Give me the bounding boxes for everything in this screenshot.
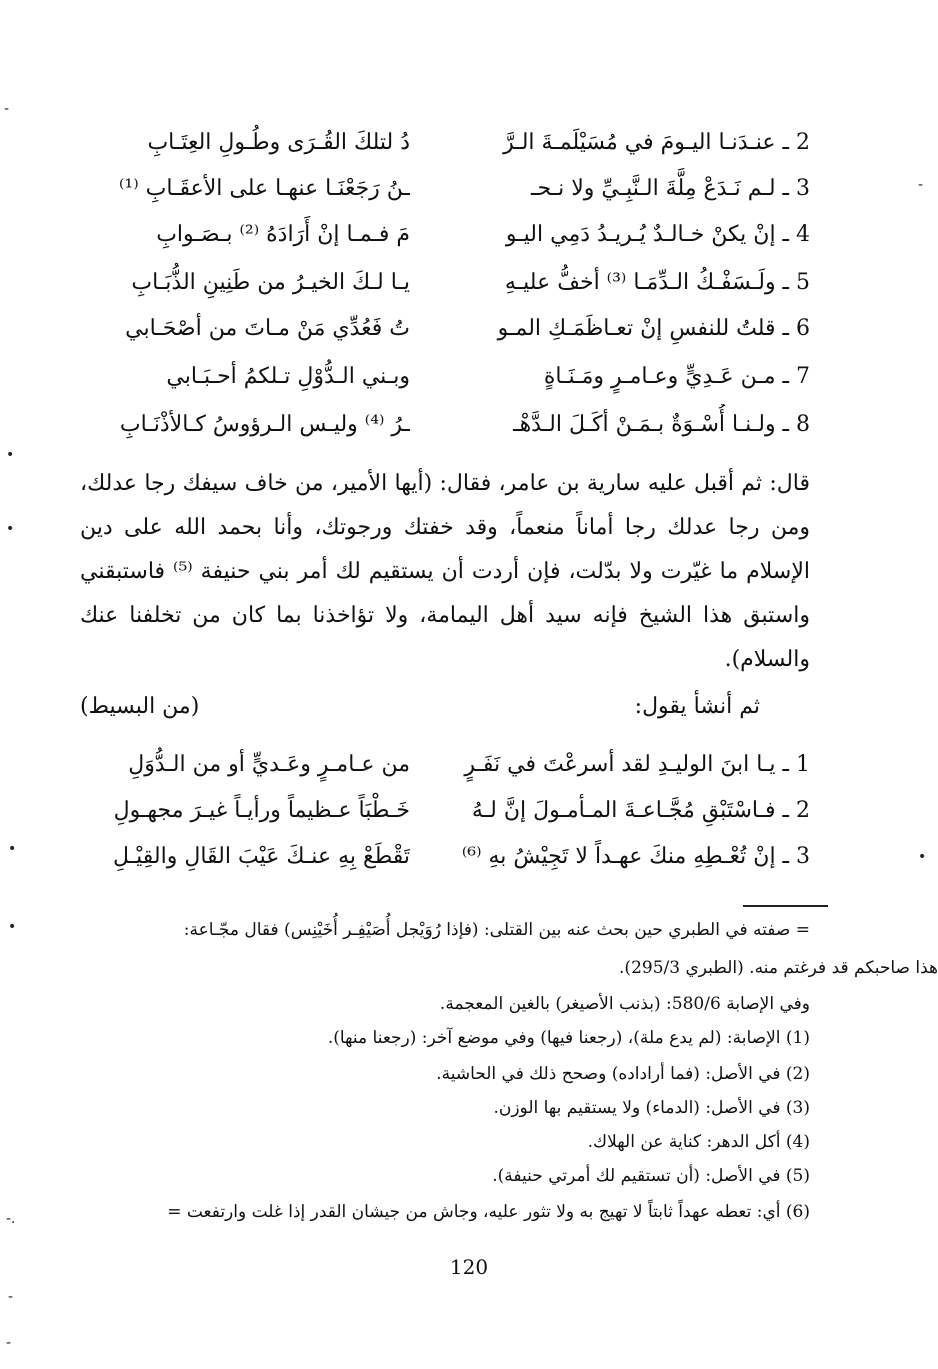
margin-mark: - (6, 1335, 12, 1351)
footnote: (1) الإصابة: (لم يدع ملة)، (رجعنا فيها) وفي موضع آخر: (رجعنا منها). (327, 1028, 810, 1048)
margin-mark: - (4, 101, 10, 117)
verse-hemistich-left: يـا لـكَ الخيـرُ من طَنِينِ الذُّبَـابِ (131, 270, 410, 295)
margin-mark: • (8, 919, 17, 935)
verse-hemistich-right: 7 ـ مـن عَـدِيٍّ وعـامـرٍ ومَـنَـاةٍ (543, 364, 810, 389)
verse-hemistich-right: 4 ـ إنْ يكنْ خـالـدٌ يُـريـدُ دَمِي اليـو (505, 222, 810, 247)
verse-row (80, 308, 810, 350)
prose-text: قال: ثم أقبل عليه سارية بن عامر، فقال: (أيها الأمير، من خاف سيفك رجا عدلك، ومن رجا عدلك رجا أماناً منعماً، وقد خفتك ورجوتك، وأنا بحمد الله على دين الإسلام ما غيّرت ولا بدّلت، فإن أردت أن يستقيم لك أمر بني حنيفة ⁽⁵⁾ فاستبقني واستبق هذا الشيخ فإنه سيد أهل اليمامة، ولا تؤاخذنا بما كان من تخلفنا عنك والسلام). (80, 471, 810, 672)
footnote: (3) في الأصل: (الدماء) ولا يستقيم بها الوزن. (493, 1098, 810, 1118)
footnote-separator (743, 905, 828, 907)
verse-hemistich-left: من عـامـرٍ وعَـديٍّ أو من الـدُّوَلِ (128, 752, 410, 777)
verse-hemistich-right: 5 ـ ولَـسَفْـكُ الـدِّمَـا ⁽³⁾ أخفُّ عليـهِ (504, 270, 810, 295)
verse-row (80, 744, 810, 786)
margin-mark: • (8, 841, 17, 857)
footnote: هذا صاحبكم قد فرغتم منه. (الطبري 295/3). (619, 958, 938, 978)
verse-hemistich-right: 1 ـ يـا ابنَ الوليـدِ لقد أسرعْتَ في نَفَـرٍ (464, 752, 810, 777)
verse-row (80, 404, 810, 446)
verse-hemistich-right: 6 ـ قلتُ للنفسِ إنْ تعـاظَمَـكِ المـو (497, 316, 810, 341)
footnote: (4) أكل الدهر: كناية عن الهلاك. (587, 1132, 810, 1152)
verse-hemistich-right: 2 ـ فـاسْتَبْقِ مُجَّـاعـةَ المـأمـولَ إنَّ لـهُ (471, 798, 810, 823)
margin-mark: • (6, 447, 15, 463)
verse-hemistich-left: تُ فَعُدِّي مَنْ مـاتَ من أصْحَـابي (125, 316, 410, 341)
verse-hemistich-left: ـرُ ⁽⁴⁾ وليـس الـرؤوسُ كـالأذْنَـابِ (119, 412, 410, 437)
verse-row (80, 356, 810, 398)
verse-row (80, 214, 810, 256)
footnote: (2) في الأصل: (فما أراداده) وصحح ذلك في الحاشية. (436, 1064, 810, 1084)
footnote: = صفته في الطبري حين بحث عنه بين القتلى: (فإذا رُوَيْجل أُصَيْفِـر أُخَيْنِس) فقال مجّـاعة: (183, 920, 810, 940)
margin-mark: • (6, 521, 15, 537)
margin-mark: - (8, 1289, 14, 1305)
margin-mark: -. (6, 1211, 16, 1227)
verse-hemistich-right: 2 ـ عنـدَنـا اليـومَ في مُسَيْلَمـةَ الـرَّ (503, 130, 810, 155)
verse-hemistich-left: خَـطْبَاً عـظيماً ورأيـاً غيـرَ مجهـولِ (113, 798, 410, 823)
verse-hemistich-left: تَقْطَعْ بِهِ عنـكَ عَيْبَ القَالِ والقِيْـلِ (113, 844, 410, 869)
prose-paragraph (80, 462, 810, 682)
verse-row (80, 836, 810, 878)
verse-hemistich-left: دُ لتلكَ القُـرَى وطُـولِ العِتَـابِ (147, 130, 410, 155)
meter-label: (من البسيط) (80, 694, 200, 719)
verse-hemistich-right: 3 ـ إنْ تُعْـطِهِ منكَ عهـداً لا تَجِيْشُ بهِ ⁽⁶⁾ (461, 844, 810, 869)
footnote: (6) أي: تعطه عهداً ثابتاً لا تهيج به ولا تثور عليه، وجاش من جيشان القدر إذا غلت وارتفعت = (167, 1202, 810, 1222)
verse-hemistich-left: وبـني الـدُّوْلِ تـلكمُ أحـبَـابي (166, 364, 410, 389)
verse-hemistich-left: مَ فـمـا إنْ أَرَادَهُ ⁽²⁾ بـصَـوابِ (156, 222, 410, 247)
verse-hemistich-right: 3 ـ لـم نَـدَعْ مِلَّةَ الـنَّبِـيِّ ولا نـحـ (531, 176, 810, 201)
margin-mark: - (918, 177, 924, 193)
page-number: 120 (449, 1255, 489, 1279)
verse-row (80, 262, 810, 304)
verse-row (80, 122, 810, 164)
margin-mark: • (918, 849, 927, 865)
verse-hemistich-right: 8 ـ ولـنـا أُسْـوَةٌ بـمَـنْ أكَـلَ الـدَّهْـ (513, 412, 810, 437)
poem-intro: ثم أنشأ يقول: (634, 694, 760, 719)
verse-hemistich-left: ـنُ رَجَعْنَـا عنهـا على الأعقَـابِ ⁽¹⁾ (119, 176, 410, 201)
verse-row (80, 168, 810, 210)
poem-intro-line (80, 690, 810, 724)
verse-row (80, 790, 810, 832)
footnote: (5) في الأصل: (أن تستقيم لك أمرتي حنيفة). (492, 1166, 810, 1186)
footnote: وفي الإصابة 580/6: (بذنب الأصيغر) بالغين المعجمة. (439, 994, 810, 1014)
